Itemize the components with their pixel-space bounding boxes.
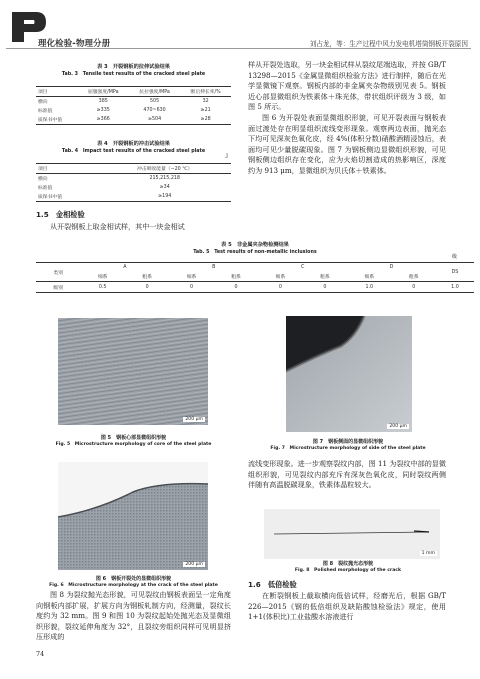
figure-6-caption-cn: 图 6 钢板开裂处的显微组织形貌 [95,576,172,582]
table-cell: 0 [190,284,194,290]
table-cell: 质保书中值 [38,195,62,200]
running-title: 刘占龙，等：生产过程中风力发电机塔筒钢板开裂原因 [309,40,468,48]
right-column-text-2 [248,459,446,491]
section-1-5-title: 1.5 金相检验 [36,210,85,219]
table5-caption [36,241,474,255]
table5-group: D [389,264,394,270]
table-cell: 标准值 [38,186,53,191]
scale-bar-label: 1 mm [421,551,435,556]
table3-header: 项目 [38,90,48,95]
table3-caption-en: Tab. 3 Tensile test results of the cracked steel plate [61,72,206,77]
table4-caption-cn: 表 4 开裂钢板的冲击试验结果 [97,141,170,147]
table3-caption [36,63,231,77]
figure-8-caption-cn: 图 8 裂纹抛光态形貌 [322,561,374,567]
table-row [36,183,231,192]
table-cell: 0 [278,284,282,290]
table-cell: 0 [145,284,149,290]
right-column-text [248,60,446,177]
table-cell: 0 [412,284,416,290]
journal-brand: 理化检验-物理分册 [38,38,111,48]
table4-caption [36,140,231,154]
table-row [36,115,231,125]
table-cell: ≥335 [96,108,110,113]
table-cell: 1.0 [365,284,374,290]
scale-bar-label: 200 μm [185,562,203,567]
figure-5-caption-cn: 图 5 钢板心部显微组织形貌 [100,435,167,441]
table-cell: 0.5 [98,284,107,290]
table4 [36,163,231,202]
table5-unit: 级 [452,254,458,260]
table3-header: 屈服强度/MPa [87,90,119,95]
table-cell: 505 [149,99,160,104]
paragraph: 流线变形现象。进一步观察裂纹内部，图 11 为裂纹中部的显微组织形貌，可见裂纹内部充斥有深灰色氧化皮，同时裂纹两侧伴随有高温脱碳现象，铁素体晶粒较大。 [248,459,446,490]
table3 [36,86,231,125]
table5-group: C [300,264,305,270]
table5-group: A [123,264,127,270]
table5-subheader: 粗系 [231,274,241,280]
figure-6-caption [36,575,231,588]
table-cell: 1.0 [451,284,459,290]
table-cell: 质保书中值 [38,118,62,123]
table-cell: 横向 [38,100,48,105]
paragraph: 从开裂钢板上取金相试样，其中一块金相试 [50,222,185,231]
figure-6-caption-en: Fig. 6 Microstructure morphology at the crack of the steel plate [49,583,218,588]
paragraph: 样从开裂处选取，另一块金相试样从裂纹尾端选取，并按 GB/T 13298—2015《金属显微组织检验方法》进行制样，随后在光学显微镜下观察。钢板内部的非金属夹杂物级别见表 5。钢板近心部显微组织为铁素体＋珠光体，带状组织评级为 3 级，如图 5 所示。 [248,60,446,112]
figure-5-caption-en: Fig. 5 Microstructure morphology of core of the steel plate [55,442,212,447]
table5-caption-en: Tab. 5 Test results of non-metallic inclusions [193,250,317,255]
figure-5-caption [36,434,231,447]
paragraph: 在断裂钢板上截取横向低倍试样，经磨光后，根据 GB/T 226—2015《钢的低倍组织及缺陷酸蚀检验法》规定，使用 1+1(体积比)工业盐酸水溶液进行 [248,591,446,622]
table-cell: 470~630 [143,108,166,113]
table5-subheader: 细系 [275,274,286,280]
figure-7-texture [286,316,412,432]
figure-6-texture [58,462,208,570]
header-rule [6,48,471,49]
figure-8-micrograph [264,509,440,559]
table-cell: ≥21 [200,108,211,113]
table-cell: ≥194 [158,194,172,199]
page-number: 74 [36,650,45,658]
table-cell: 32 [202,99,209,104]
table-cell: 级别 [53,285,64,291]
table5 [36,262,474,293]
figure-8-caption [248,560,448,573]
table5-subheader: 粗系 [142,274,152,280]
table-row [36,106,231,115]
table-row [36,174,231,184]
table-cell: 0 [323,284,327,290]
table-row [36,192,231,202]
table5-group: B [212,264,216,270]
table4-caption-en: Tab. 4 Impact test results of the cracked steel plate [61,149,206,154]
table4-unit-mark: J [226,153,229,159]
section-1-6-text [248,591,446,623]
table5-subheader-row [36,271,474,282]
table5-subheader: 细系 [97,274,108,280]
table-row [36,282,474,293]
figure-8-caption-en: Fig. 8 Polished morphology of the crack [294,568,402,573]
table-cell: ≥34 [159,185,170,190]
table5-subheader: 粗系 [320,274,330,280]
figure-7-caption [248,438,448,451]
table5-header: DS [451,269,459,275]
section-1-6-title: 1.6 低倍检验 [248,580,297,589]
paragraph: 图 6 为开裂处表面显微组织形貌，可见开裂表面与钢板表面过渡处存在明显组织流线变形现象。观察两边表面，抛光态下均可见深灰色氧化皮，经 4%(体积分数)硝酸酒精浸蚀后，表面均可见少量脱碳现象。图 7 为钢板侧边显微组织形貌，可见钢板侧边组织存在变化，应为火焰切割造成的热影响区，深度约为 913 μm，显微组织为贝氏体＋铁素体。 [248,112,446,175]
table5-subheader: 细系 [364,274,375,280]
table4-header-row [36,164,231,174]
table5-header: 类别 [53,270,64,276]
table5-header-row [36,263,474,272]
table4-header: 冲击吸收能量（−20 ℃） [137,167,193,172]
table5-subheader: 粗系 [408,274,419,280]
figure-6-micrograph [58,462,208,570]
figure-5-micrograph [58,318,208,425]
table-cell: 横向 [38,177,48,182]
table3-header-row [36,87,231,97]
scale-bar-label: 200 μm [389,424,407,429]
table3-header: 抗拉强度/MPa [139,90,170,95]
table3-caption-cn: 表 3 开裂钢板的拉伸试验结果 [97,64,170,70]
figure-7-micrograph [286,316,412,432]
table4-header: 项目 [38,167,48,172]
table5-subheader: 细系 [186,274,197,280]
table-cell: 385 [98,99,108,104]
table-cell: ≥28 [200,117,211,122]
section-1-5-text [36,222,231,233]
scale-bar-label: 200 μm [185,417,203,422]
table-cell: 215,215,218 [149,176,180,181]
left-column-text-2 [36,590,231,643]
figure-8-texture [264,509,440,559]
table-cell: ≥504 [147,117,162,122]
figure-7-caption-en: Fig. 7 Microstructure morphology of side of the steel plate [270,446,426,451]
figure-7-caption-cn: 图 7 钢板侧面的显微组织形貌 [312,439,384,445]
table-cell: 0 [234,284,238,290]
table3-header: 断后伸长率/% [190,90,221,95]
table-row [36,97,231,107]
table5-caption-cn: 表 5 非金属夹杂物检测结果 [221,242,289,248]
table-cell: ≥366 [96,117,110,122]
paragraph: 图 8 为裂纹抛光态形貌，可见裂纹由钢板表面呈一定角度向钢板内部扩展，扩展方向为钢板轧制方向，经测量，裂纹长度约为 32 mm。图 9 和图 10 为裂纹起始处抛光态及显微组织形貌，裂纹延伸角度为 32°，且裂纹旁组织同样可见明显挤压形成的 [36,590,231,642]
table-cell: 标准值 [38,109,53,114]
